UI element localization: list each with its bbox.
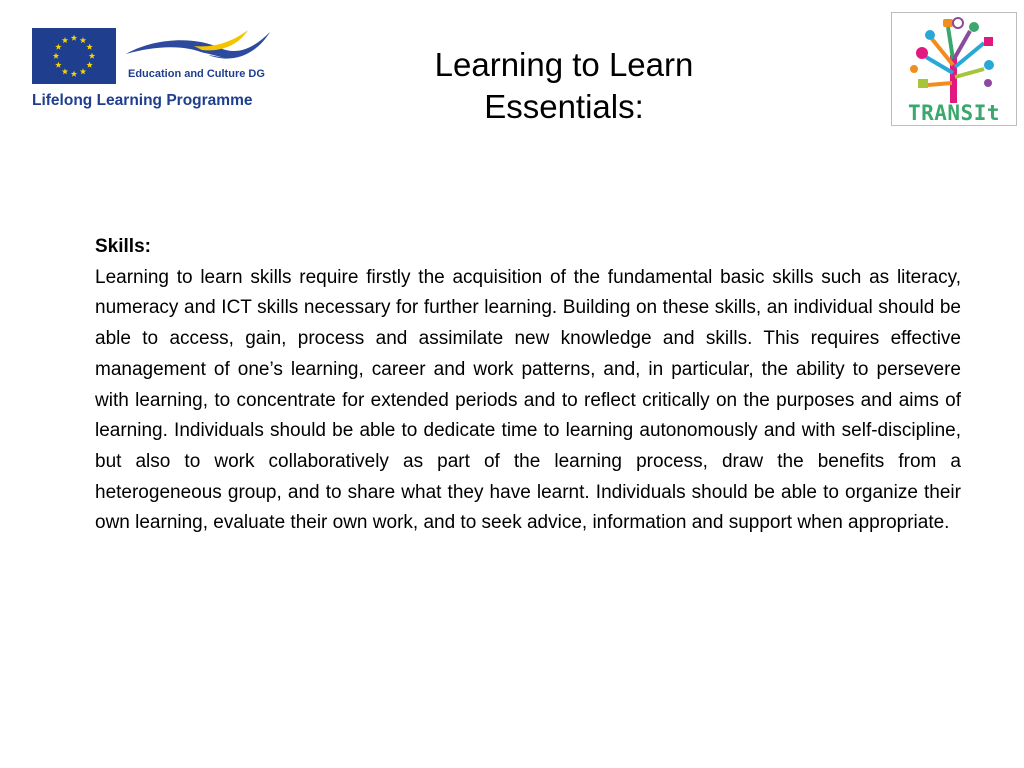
skills-heading: Skills: [95, 236, 151, 257]
eu-lifelong-learning-logo [28, 22, 278, 122]
transit-logo [891, 12, 1017, 126]
eu-flag-icon [32, 28, 116, 84]
slide-content [95, 232, 961, 539]
eu-programme-label: Lifelong Learning Programme [32, 92, 253, 109]
eu-dg-label: Education and Culture DG [128, 68, 265, 80]
slide-title-line-1: Learning to Learn [434, 46, 694, 83]
skills-paragraph: Learning to learn skills require firstly the acquisition of the fundamental basic skills such as literacy, numeracy and ICT skills necessary for further learning. Building on these skills, an individual should be able to access, gain, process and assimilate new knowledge and skills. This requires effective management of one’s learning, career and work patterns, and, in particular, the ability to persevere with learning, to concentrate for extended periods and to reflect critically on the purposes and aims of learning. Individuals should be able to dedicate time to learning autonomously and with self-discipline, but also to work collaboratively as part of the learning process, draw the benefits from a heterogeneous group, and to share what they have learnt. Individuals should be able to organize their own learning, evaluate their own work, and to seek advice, information and support when appropriate. [95, 266, 961, 534]
slide-title [300, 44, 828, 128]
slide-title-line-2: Essentials: [484, 88, 644, 125]
transit-wordmark: TRANSIt [907, 101, 1000, 125]
knowledge-tree-icon [892, 13, 1016, 109]
